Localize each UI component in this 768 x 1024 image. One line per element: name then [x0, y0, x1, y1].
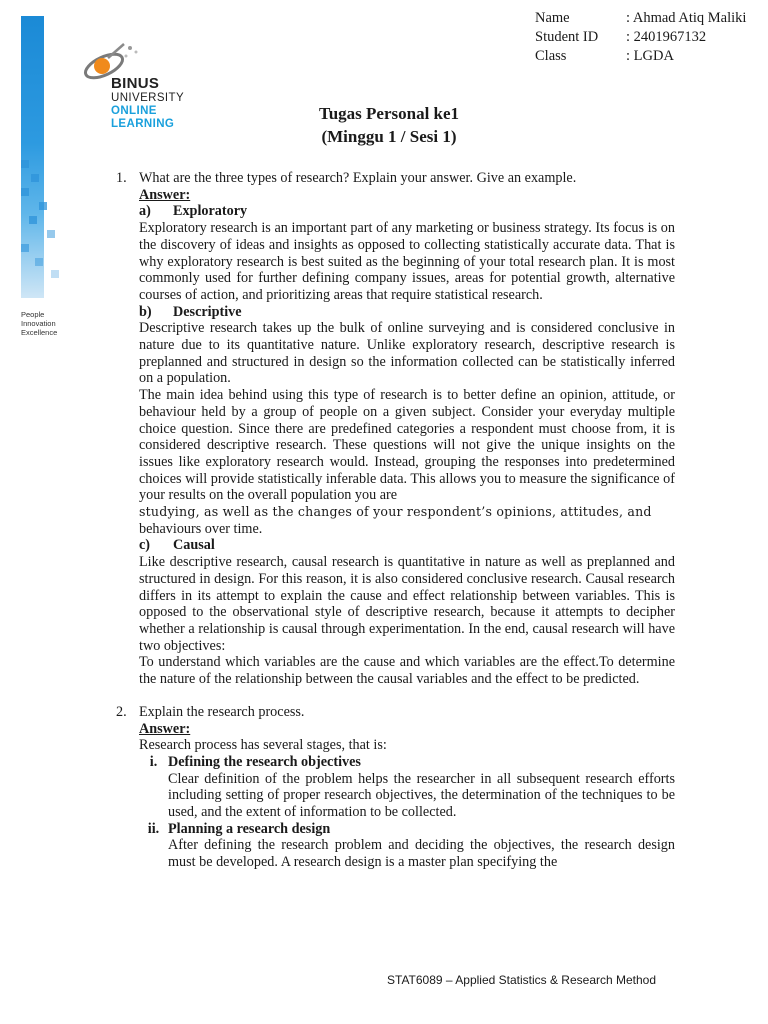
- document-body: [116, 170, 675, 871]
- step-title: Defining the research objectives: [168, 753, 361, 770]
- student-id-label: Student ID: [535, 29, 599, 45]
- tagline-excellence: Excellence: [21, 328, 58, 337]
- section-title: Descriptive: [173, 303, 242, 320]
- step-number: ii.: [147, 820, 160, 837]
- paragraph-line: studying, as well as the changes of your respondent’s opinions, attitudes, and: [139, 504, 652, 520]
- paragraph: To understand which variables are the cause and which variables are the effect.To determine the nature of the relationship between the causal variables and the effect to be predicted.: [139, 654, 675, 688]
- paragraph: After defining the research problem and deciding the objectives, the research design must be developed. A research design is a master plan specifying the: [168, 837, 675, 871]
- section-title: Causal: [173, 537, 215, 554]
- step-number: i.: [149, 753, 158, 770]
- logo-online: ONLINE: [111, 105, 157, 117]
- document-title: Tugas Personal ke1: [318, 104, 460, 123]
- section-heading: [139, 304, 675, 321]
- paragraph: The main idea behind using this type of research is to better define an opinion, attitude, or behaviour held by a group of people on a given subject. Consider your everyday multiple choice question. Since there are predefined categories a respondent must choose from, it is considered descriptive research. These questions will not give the unique insights on the issues like exploratory research would. Instead, grouping the responses into predetermined choices will provide statistically inferable data. This allows you to measure the significance of your results on the overall population you are: [139, 387, 675, 504]
- section-heading: [139, 537, 675, 554]
- info-row-student-id: [535, 28, 746, 47]
- logo-binus: BINUS: [111, 75, 160, 92]
- class-value: : LGDA: [626, 48, 674, 64]
- section-heading: [139, 203, 675, 220]
- question-number: 2.: [116, 703, 127, 720]
- question-1: [116, 170, 675, 688]
- answer-label: Answer:: [139, 186, 191, 203]
- page-footer: STAT6089 – Applied Statistics & Research Method: [387, 973, 657, 987]
- step-title: Planning a research design: [168, 820, 331, 837]
- spacer: [116, 688, 675, 704]
- name-label: Name: [535, 10, 570, 26]
- paragraph-line: behaviours over time.: [139, 520, 263, 537]
- section-letter: b): [139, 303, 152, 320]
- student-id-value: : 2401967132: [626, 29, 707, 45]
- section-title: Exploratory: [173, 203, 248, 220]
- tagline-innovation: Innovation: [21, 319, 56, 328]
- name-value: : Ahmad Atiq Maliki: [626, 10, 747, 26]
- answer-label: Answer:: [139, 720, 191, 737]
- class-label: Class: [535, 48, 567, 64]
- question-text: What are the three types of research? Explain your answer. Give an example.: [139, 170, 577, 186]
- paragraph: Descriptive research takes up the bulk of online surveying and is considered conclusive in nature due to its quantitative nature. Unlike exploratory research, descriptive research is preplanned and structured in design so the information collected can be statistically inferred on a population.: [139, 320, 675, 387]
- question-number: 1.: [116, 170, 127, 186]
- question-2: [116, 704, 675, 871]
- tagline-people: People: [21, 310, 45, 319]
- step-heading: [139, 821, 675, 838]
- info-row-class: [535, 47, 746, 66]
- sidebar-tagline: [21, 310, 57, 337]
- paragraph: Clear definition of the problem helps the researcher in all subsequent research efforts including setting of proper research objectives, the determination of the techniques to be used, and the extent of information to be collected.: [168, 770, 675, 821]
- section-letter: a): [139, 203, 151, 220]
- question-text: Explain the research process.: [139, 703, 305, 720]
- logo-learning: LEARNING: [111, 118, 175, 130]
- paragraph: Exploratory research is an important part of any marketing or business strategy. Its focus is on the discovery of ideas and insights as opposed to collecting statistically accurate data. That is why exploratory research is best suited as the beginning of your total research plan. It is most commonly used for further defining company issues, areas for potential growth, alternative courses of action, and prioritizing areas that require statistical research.: [139, 220, 675, 303]
- student-info: [535, 9, 746, 66]
- logo-university: UNIVERSITY: [111, 92, 185, 104]
- paragraph: Like descriptive research, causal research is quantitative in nature as well as preplanned and structured in design. For this reason, it is also considered conclusive research. Causal research differs in its attempt to explain the cause and effect relationship between variables. This is opposed to the observational style of descriptive research, because it attempts to decipher whether a relationship is causal through experimentation. In the end, causal research will have two objectives:: [139, 554, 675, 654]
- step-heading: [139, 754, 675, 771]
- paragraph: Research process has several stages, that is:: [139, 737, 387, 754]
- document-subtitle: (Minggu 1 / Sesi 1): [321, 127, 457, 146]
- info-row-name: [535, 9, 746, 28]
- sidebar-pattern: [21, 150, 61, 300]
- section-letter: c): [139, 537, 151, 554]
